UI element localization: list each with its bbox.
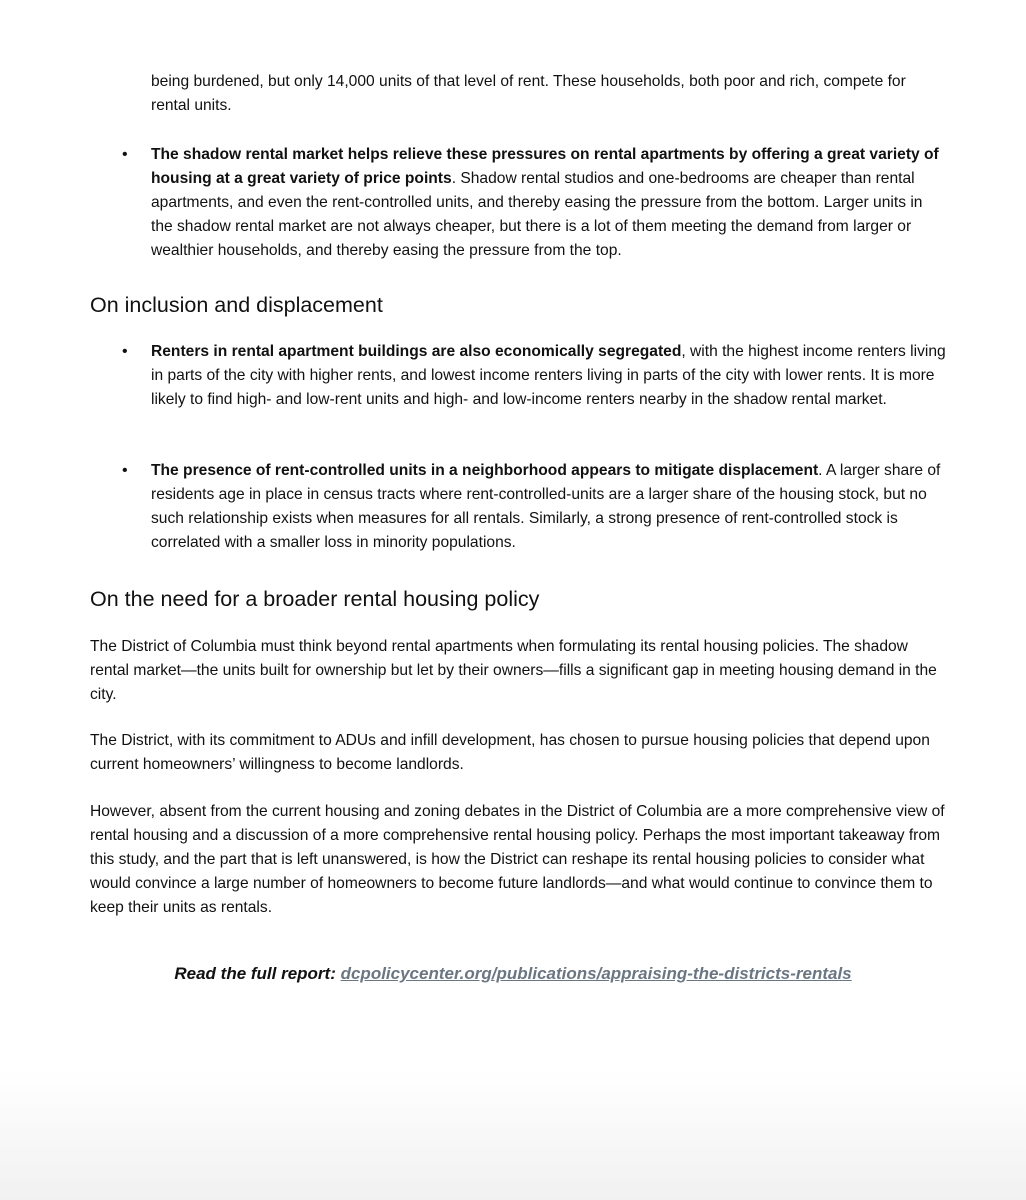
full-report-link[interactable]: dcpolicycenter.org/publications/appraising-the-districts-rentals (340, 964, 852, 983)
bullet-shadow-market (151, 143, 946, 263)
cta-label: Read the full report: (174, 964, 341, 983)
policy-paragraph-1: The District of Columbia must think beyond rental apartments when formulating its rental housing policies. The shadow rental market—the units built for ownership but let by their owners—fills a significant gap in meeting housing demand in the city. (90, 638, 937, 703)
bullet-bold-lead: Renters in rental apartment buildings are also economically segregated (151, 343, 682, 360)
intro-tail-text (151, 70, 946, 118)
read-full-report (0, 964, 1026, 984)
paragraph-text: being burdened, but only 14,000 units of that level of rent. These households, both poor and rich, compete for rental units. (151, 73, 906, 114)
section-heading-policy: On the need for a broader rental housing policy (90, 587, 540, 611)
bullet-rent-control (151, 459, 946, 555)
bullet-bold-lead: The shadow rental market helps relieve these pressures on rental apartments by offering a great variety of housing at a great variety of price points (151, 146, 939, 187)
section-heading-inclusion: On inclusion and displacement (90, 293, 383, 317)
policy-paragraph-2: The District, with its commitment to ADUs and infill development, has chosen to pursue housing policies that depend upon current homeowners’ willingness to become landlords. (90, 732, 930, 773)
bullet-text: . A larger share of residents age in place in census tracts where rent-controlled-units are a larger share of the housing stock, but no such relationship exists when measures for all rentals. Similarly, a strong presence of rent-controlled stock is correlated with a smaller loss in minority populations. (151, 462, 941, 551)
bullet-text: . Shadow rental studios and one-bedrooms are cheaper than rental apartments, and even the rent-controlled units, and thereby easing the pressure from the bottom. Larger units in the shadow rental market are not always cheaper, but there is a lot of them meeting the demand from larger or wealthier households, and thereby easing the pressure from the top. (151, 170, 923, 259)
bullet-bold-lead: The presence of rent-controlled units in a neighborhood appears to mitigate displacement (151, 462, 819, 479)
bullet-segregation (151, 340, 946, 412)
bullet-text: , with the highest income renters living in parts of the city with higher rents, and lowest income renters living in parts of the city with lower rents. It is more likely to find high- and low-rent units and high- and low-income renters nearby in the shadow rental market. (151, 343, 946, 408)
policy-paragraph-3: However, absent from the current housing and zoning debates in the District of Columbia are a more comprehensive view of rental housing and a discussion of a more comprehensive rental housing policy. Perhaps the most important takeaway from this study, and the part that is left unanswered, is how the District can reshape its rental housing policies to consider what would convince a large number of homeowners to become future landlords—and what would continue to convince them to keep their units as rentals. (90, 803, 945, 916)
